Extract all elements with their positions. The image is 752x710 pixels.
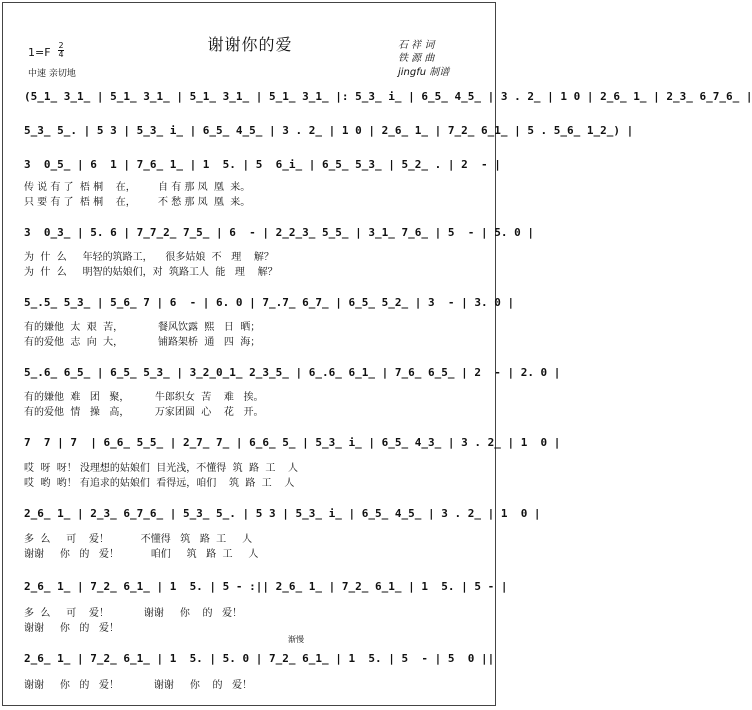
lyric-row-3b: 只 要 有 了 梧 桐 在， 不 愁 那 凤 凰 来。 — [24, 197, 251, 208]
lyric-row-7b: 哎 哟 哟！ 有追求的姑娘们 看得远，咱们 筑 路 工 人 — [24, 478, 295, 489]
lyric-row-4a: 为 什 么 年轻的筑路工， 很多姑娘 不 理 解？ — [24, 252, 274, 263]
arranger-credit: jingfu 制谱 — [398, 67, 450, 78]
lyric-row-7a: 哎 呀 呀！ 没理想的姑娘们 目光浅，不懂得 筑 路 工 人 — [24, 463, 299, 474]
time-signature: 2 4 — [58, 41, 64, 59]
ritardando-marking: 渐慢 — [288, 635, 304, 644]
lyric-row-9b: 谢谢 你 的 爱！ — [24, 623, 119, 634]
lyric-row-8a: 多 么 可 爱！ 不懂得 筑 路 工 人 — [24, 534, 253, 545]
notation-row-9: 2̲6̲ 1̲ | 7̲2̲ 6̲1̲ | 1 5. | 5 - :|| 2̲6̲ 1̲ | 7̲2̲ 6̲1̲ | 1 5. | 5 - | — [24, 580, 508, 593]
song-title: 谢谢你的爱 — [207, 35, 293, 54]
score-sheet — [2, 2, 752, 706]
composer-credit: 铁 源 曲 — [398, 53, 435, 64]
key-signature: 1=F — [28, 46, 51, 59]
lyric-row-4b: 为 什 么 明智的姑娘们，对 筑路工人 能 理 解？ — [24, 267, 278, 278]
notation-row-10: 2̲6̲ 1̲ | 7̲2̲ 6̲1̲ | 1 5. | 5. 0 | 7̲2̲ 6̲1̲ | 1 5. | 5 - | 5 0 || — [24, 652, 495, 665]
lyric-row-3a: 传 说 有 了 梧 桐 在， 自 有 那 凤 凰 来。 — [24, 182, 251, 193]
lyric-row-8b: 谢谢 你 的 爱！ 咱们 筑 路 工 人 — [24, 549, 259, 560]
notation-row-2: 5̲3̲ 5̲. | 5 3 | 5̲3̲ i̲ | 6̲5̲ 4̲5̲ | 3 . 2̲ | 1 0 | 2̲6̲ 1̲ | 7̲2̲ 6̲1̲ | 5 . 5̲6̲ 1̲2̲) | — [24, 124, 634, 137]
notation-row-5: 5̲.5̲ 5̲3̲ | 5̲6̲ 7 | 6 - | 6. 0 | 7̲.7̲ 6̲7̲ | 6̲5̲ 5̲2̲ | 3 - | 3. 0 | — [24, 296, 515, 309]
notation-row-7: 7 7 | 7 | 6̲6̲ 5̲5̲ | 2̲7̲ 7̲ | 6̲6̲ 5̲ | 5̲3̲ i̲ | 6̲5̲ 4̲3̲ | 3 . 2̲ | 1 0 | — [24, 436, 561, 449]
notation-row-4: 3 0̲3̲ | 5. 6 | 7̲7̲2̲ 7̲5̲ | 6 - | 2̲2̲3̲ 5̲5̲ | 3̲1̲ 7̲6̲ | 5 - | 5. 0 | — [24, 226, 534, 239]
lyric-row-5a: 有的嫌他 太 艰 苦， 餐风饮露 熙 日 晒； — [24, 322, 261, 333]
lyric-row-6b: 有的爱他 情 操 高， 万家团圆 心 花 开。 — [24, 407, 264, 418]
lyric-row-9a: 多 么 可 爱！ 谢谢 你 的 爱！ — [24, 608, 243, 619]
notation-row-1: (5̲1̲ 3̲1̲ | 5̲1̲ 3̲1̲ | 5̲1̲ 3̲1̲ | 5̲1̲ 3̲1̲ |: 5̲3̲ i̲ | 6̲5̲ 4̲5̲ | 3 . 2̲ | 1 0 | 2̲6̲ 1̲ | 2̲3̲ 6̲7̲6̲ | — [24, 90, 752, 103]
lyric-row-5b: 有的爱他 志 向 大， 铺路架桥 通 四 海； — [24, 337, 261, 348]
lyric-row-6a: 有的嫌他 难 团 聚， 牛郎织女 苦 难 挨。 — [24, 392, 264, 403]
tempo-marking: 中速 亲切地 — [28, 69, 76, 79]
notation-row-8: 2̲6̲ 1̲ | 2̲3̲ 6̲7̲6̲ | 5̲3̲ 5̲. | 5 3 | 5̲3̲ i̲ | 6̲5̲ 4̲5̲ | 3 . 2̲ | 1 0 | — [24, 507, 541, 520]
notation-row-3: 3 0̲5̲ | 6 1 | 7̲6̲ 1̲ | 1 5. | 5 6̲i̲ | 6̲5̲ 5̲3̲ | 5̲2̲ . | 2 - | — [24, 158, 501, 171]
lyric-row-10a: 谢谢 你 的 爱！ 谢谢 你 的 爱！ — [24, 680, 253, 691]
notation-row-6: 5̲.6̲ 6̲5̲ | 6̲5̲ 5̲3̲ | 3̲2̲0̲1̲ 2̲3̲5̲ | 6̲.6̲ 6̲1̲ | 7̲6̲ 6̲5̲ | 2 - | 2. 0 | — [24, 366, 561, 379]
lyricist-credit: 石 祥 词 — [398, 40, 435, 51]
